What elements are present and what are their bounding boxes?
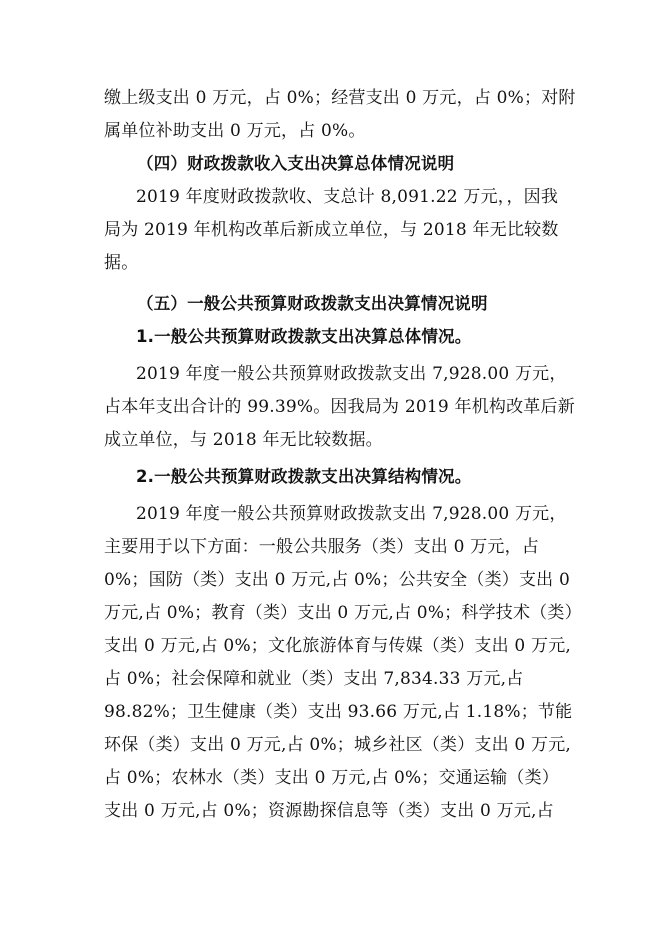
body-text-line: 支出 0 万元,占 0%；文化旅游体育与传媒（类）支出 0 万元, (104, 636, 572, 656)
body-text-line: 2019 年度一般公共预算财政拨款支出 7,928.00 万元， (136, 504, 567, 524)
body-text-line: 属单位补助支出 0 万元，占 0%。 (104, 121, 366, 141)
body-text-line: 占本年支出合计的 99.39%。因我局为 2019 年机构改革后新 (104, 397, 575, 417)
body-text-line: 98.82%；卫生健康（类）支出 93.66 万元,占 1.18%；节能 (104, 702, 573, 722)
body-text-line: 局为 2019 年机构改革后新成立单位，与 2018 年无比较数 (104, 220, 559, 240)
body-text-line: 2019 年度一般公共预算财政拨款支出 7,928.00 万元， (136, 364, 567, 384)
body-text-line: 万元,占 0%；教育（类）支出 0 万元,占 0%；科学技术（类） (104, 603, 582, 623)
body-text-line: 占 0%；农林水（类）支出 0 万元,占 0%；交通运输（类） (104, 768, 559, 788)
section-heading-4: （四）财政拨款收入支出决算总体情况说明 (137, 154, 455, 173)
body-text-line: 占 0%；社会保障和就业（类）支出 7,834.33 万元,占 (104, 669, 524, 689)
body-text-line: 支出 0 万元,占 0%；资源勘探信息等（类）支出 0 万元,占 (104, 801, 554, 821)
body-text-line: 据。 (104, 253, 139, 273)
body-text-line: 0%；国防（类）支出 0 万元,占 0%；公共安全（类）支出 0 (104, 570, 570, 590)
body-text-line: 2019 年度财政拨款收、支总计 8,091.22 万元，，因我 (136, 187, 559, 207)
body-text-line: 成立单位，与 2018 年无比较数据。 (104, 430, 383, 450)
body-text-line: 环保（类）支出 0 万元,占 0%；城乡社区（类）支出 0 万元, (104, 735, 572, 755)
subsection-heading-2: 2.一般公共预算财政拨款支出决算结构情况。 (136, 467, 472, 486)
body-text-line: 缴上级支出 0 万元，占 0%；经营支出 0 万元，占 0%；对附 (104, 88, 576, 108)
body-text-line: 主要用于以下方面：一般公共服务（类）支出 0 万元，占 (104, 537, 540, 557)
section-heading-5: （五）一般公共预算财政拨款支出决算情况说明 (137, 294, 488, 313)
subsection-heading-1: 1.一般公共预算财政拨款支出决算总体情况。 (136, 327, 472, 346)
